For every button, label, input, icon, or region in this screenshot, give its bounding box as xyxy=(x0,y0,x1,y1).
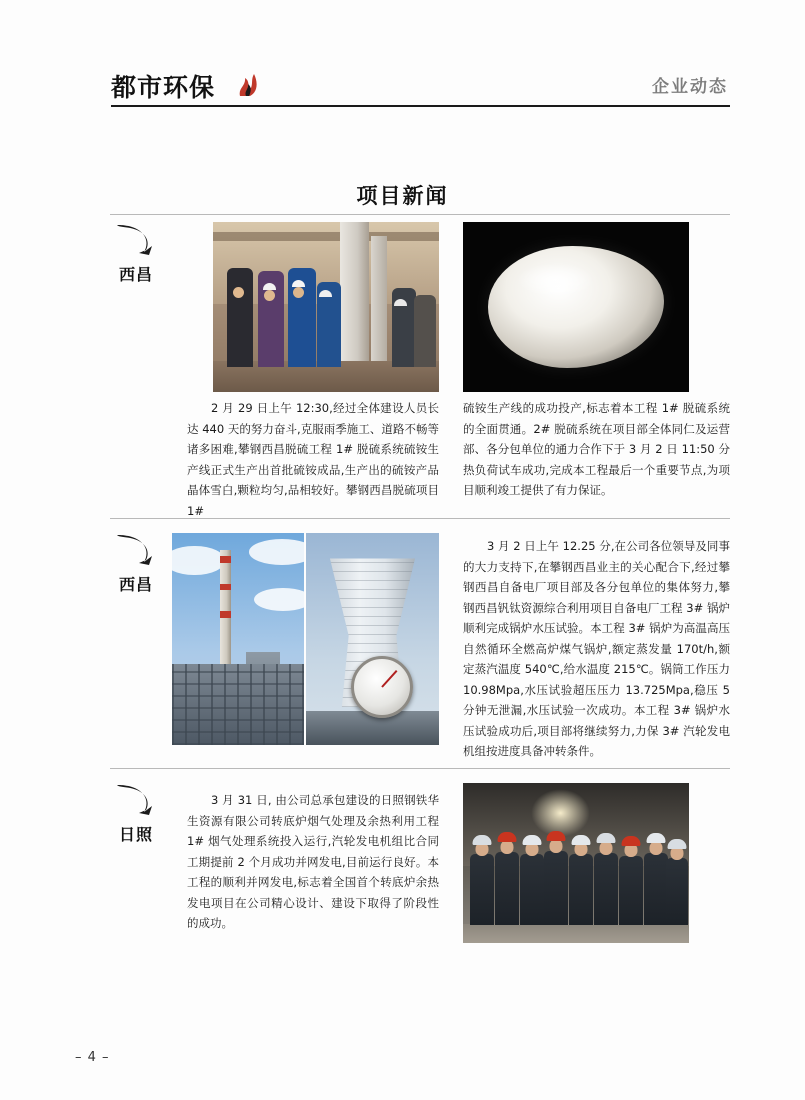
news-marker-1 xyxy=(102,222,170,285)
news-text-3: 3 月 31 日, 由公司总承包建设的日照钢铁华生资源有限公司转底炉烟气处理及余热利用工程 1# 烟气处理系统投入运行,汽轮发电机组比合同工期提前 2 个月成功并网发电,目前运行良好。本工程的顺利并网发电,标志着全国首个转底炉余热发电项目在公司精心设计、建设下取得了阶段性的成功。 xyxy=(187,793,439,930)
divider-top xyxy=(110,214,730,215)
page-number: – 4 – xyxy=(75,1050,110,1065)
curved-arrow-icon xyxy=(113,532,159,566)
brand-logo-text: 都市环保 xyxy=(111,73,216,102)
divider-bottom xyxy=(110,768,730,769)
news-text-1-right: 硫铵生产线的成功投产,标志着本工程 1# 脱硫系统的全面贯通。2# 脱硫系统在项目部全体同仁及运营部、各分包单位的通力合作下于 3 月 2 日 11:50 分热负荷试车成功,完成本工程最后一个重要节点,为项目顺利竣工提供了有力保证。 xyxy=(463,401,730,497)
news-text-1-left: 2 月 29 日上午 12:30,经过全体建设人员长达 440 天的努力奋斗,克服雨季施工、道路不畅等诸多困难,攀钢西昌脱硫工程 1# 脱硫系统硫铵生产线正式生产出首批硫铵成品,生产出的硫铵产品晶体雪白,颗粒均匀,品相较好。攀钢西昌脱硫项目 1# xyxy=(187,401,439,518)
news-marker-3 xyxy=(102,782,170,845)
news-marker-2 xyxy=(102,532,170,595)
cooling-tower-pressure-gauge-photo xyxy=(306,533,439,745)
header-section-label: 企业动态 xyxy=(652,77,728,97)
power-plant-chimney-photo xyxy=(172,533,304,745)
header-divider xyxy=(111,105,730,107)
curved-arrow-icon xyxy=(113,782,159,816)
news-city-label-1: 西昌 xyxy=(118,265,153,284)
page-header xyxy=(75,68,730,110)
factory-interior-workers-photo xyxy=(213,222,439,392)
news-city-label-2: 西昌 xyxy=(118,575,153,594)
news-city-label-3: 日照 xyxy=(118,825,153,844)
white-ammonium-sulfate-product-photo xyxy=(463,222,689,392)
team-group-photo xyxy=(463,783,689,943)
page-title: 项目新闻 xyxy=(356,184,449,208)
news-text-2: 3 月 2 日上午 12.25 分,在公司各位领导及同事的大力支持下,在攀钢西昌业主的关心配合下,经过攀钢西昌自备电厂项目部及各分包单位的集体努力,攀钢西昌钒钛资源综合利用项目自备电厂工程 3# 锅炉顺利完成锅炉水压试验。本工程 3# 锅炉为高温高压自然循环全燃高炉煤气锅炉,额定蒸发量 170t/h,额定蒸汽温度 540℃,给水温度 215℃。锅筒工作压力 10.98Mpa,水压试验超压压力 13.725Mpa,稳压 5 分钟无泄漏,水压试验一次成功。本工程 3# 锅炉水压试验成功后,项目部将继续努力,力保 3# 汽轮发电机组按进度具备冲转条件。 xyxy=(463,539,730,758)
flame-mark-icon xyxy=(234,70,260,98)
curved-arrow-icon xyxy=(113,222,159,256)
